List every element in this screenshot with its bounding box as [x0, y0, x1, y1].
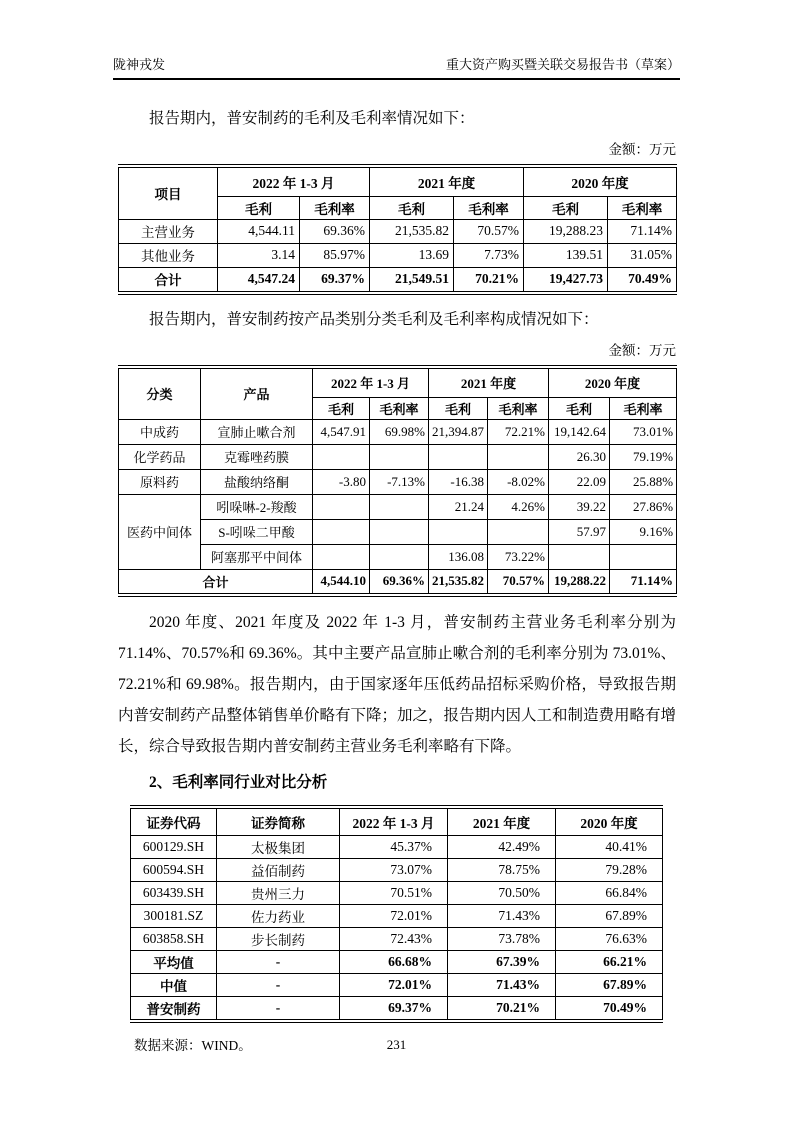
header-cell: 毛利: [429, 397, 488, 419]
value-cell: 70.57%: [454, 219, 524, 243]
item-cell: 其他业务: [119, 243, 218, 267]
value-cell: 136.08: [429, 544, 488, 569]
value-cell: 71.14%: [610, 569, 677, 595]
header-cell: 毛利率: [300, 196, 370, 219]
value-cell: 21,535.82: [429, 569, 488, 595]
unit-label-1: 金额：万元: [608, 142, 676, 157]
header-cell: 产品: [201, 367, 313, 419]
table-row: [131, 927, 663, 950]
value-cell: 4,544.11: [218, 219, 300, 243]
value-cell: 4,547.24: [218, 267, 300, 293]
analysis-paragraph: 2020 年度、2021 年度及 2022 年 1-3 月，普安制药主营业务毛利率分别为 71.14%、70.57%和 69.36%。其中主要产品宣肺止嗽合剂的毛利率分别为 73.01%、72.21%和 69.98%。报告期内，由于国家逐年压低药品招标采购价格，导致报告期内普安制药产品整体销售单价略有下降；加之，报告期内因人工和制造费用略有增长，综合导致报告期内普安制药主营业务毛利率略有下降。: [118, 614, 677, 755]
product-cell: S-吲哚二甲酸: [201, 519, 313, 544]
intro-paragraph-1: 报告期内，普安制药的毛利及毛利率情况如下：: [149, 110, 475, 127]
value-cell: 79.28%: [556, 858, 663, 881]
value-cell: 70.57%: [488, 569, 549, 595]
unit-label-2: 金额：万元: [608, 343, 676, 358]
intro-paragraph-2: 报告期内，普安制药按产品类别分类毛利及毛利率构成情况如下：: [149, 311, 599, 328]
header-cell: 毛利: [218, 196, 300, 219]
product-cell: 吲哚啉-2-羧酸: [201, 494, 313, 519]
header-cell: 毛利: [313, 397, 370, 419]
code-cell: 603858.SH: [131, 927, 217, 950]
value-cell: -8.02%: [488, 469, 549, 494]
header-cell: 2021 年度: [448, 807, 556, 835]
value-cell: 66.84%: [556, 881, 663, 904]
table-row: [119, 219, 677, 243]
header-cell: 分类: [119, 367, 201, 419]
name-cell: 步长制药: [217, 927, 340, 950]
header-cell: 毛利: [524, 196, 608, 219]
header-cell: 证券简称: [217, 807, 340, 835]
value-cell: 42.49%: [448, 835, 556, 858]
header-cell: 毛利率: [370, 397, 429, 419]
table-row: [119, 519, 677, 544]
table-total-row: [119, 267, 677, 293]
value-cell: 19,288.23: [524, 219, 608, 243]
value-cell: 25.88%: [610, 469, 677, 494]
value-cell: 31.05%: [608, 243, 677, 267]
value-cell: 4.26%: [488, 494, 549, 519]
value-cell: 21,535.82: [370, 219, 454, 243]
gross-margin-summary-table: [118, 164, 677, 295]
data-source-note: 数据来源：WIND。: [134, 1037, 252, 1053]
product-cell: 盐酸纳络酮: [201, 469, 313, 494]
empty-cell: [370, 519, 429, 544]
stat-label-cell: 普安制药: [131, 996, 217, 1021]
total-label-cell: 合计: [119, 569, 313, 595]
header-cell: 项目: [119, 166, 218, 219]
value-cell: 70.50%: [448, 881, 556, 904]
table-row: [119, 444, 677, 469]
value-cell: 73.01%: [610, 419, 677, 444]
value-cell: 70.49%: [608, 267, 677, 293]
value-cell: 69.37%: [340, 996, 448, 1021]
table-row: [119, 469, 677, 494]
dash-cell: -: [217, 950, 340, 973]
header-cell: 2020 年度: [524, 166, 677, 196]
header-cell: 2022 年 1-3 月: [218, 166, 370, 196]
value-cell: 4,547.91: [313, 419, 370, 444]
value-cell: 57.97: [549, 519, 610, 544]
product-cell: 克霉唑药膜: [201, 444, 313, 469]
value-cell: 73.07%: [340, 858, 448, 881]
header-cell: 证券代码: [131, 807, 217, 835]
code-cell: 603439.SH: [131, 881, 217, 904]
stat-label-cell: 中值: [131, 973, 217, 996]
value-cell: 22.09: [549, 469, 610, 494]
value-cell: 70.51%: [340, 881, 448, 904]
header-cell: 2022 年 1-3 月: [313, 367, 429, 397]
header-cell: 毛利率: [610, 397, 677, 419]
empty-cell: [429, 444, 488, 469]
value-cell: 3.14: [218, 243, 300, 267]
value-cell: 45.37%: [340, 835, 448, 858]
empty-cell: [429, 519, 488, 544]
empty-cell: [610, 544, 677, 569]
value-cell: 21,549.51: [370, 267, 454, 293]
header-cell: 毛利率: [454, 196, 524, 219]
value-cell: 67.39%: [448, 950, 556, 973]
value-cell: 26.30: [549, 444, 610, 469]
value-cell: 19,288.22: [549, 569, 610, 595]
dash-cell: -: [217, 973, 340, 996]
table-header-row: [119, 367, 677, 397]
category-cell: 化学药品: [119, 444, 201, 469]
dash-cell: -: [217, 996, 340, 1021]
page-content: [118, 108, 676, 1054]
value-cell: 78.75%: [448, 858, 556, 881]
value-cell: 7.73%: [454, 243, 524, 267]
value-cell: 69.98%: [370, 419, 429, 444]
empty-cell: [488, 519, 549, 544]
empty-cell: [313, 544, 370, 569]
table-row: [131, 835, 663, 858]
empty-cell: [313, 444, 370, 469]
category-cell: 中成药: [119, 419, 201, 444]
value-cell: 13.69: [370, 243, 454, 267]
value-cell: 66.68%: [340, 950, 448, 973]
header-cell: 2020 年度: [556, 807, 663, 835]
empty-cell: [313, 519, 370, 544]
table-company-row: [131, 996, 663, 1021]
industry-comparison-table: [130, 805, 663, 1023]
value-cell: 79.19%: [610, 444, 677, 469]
value-cell: 76.63%: [556, 927, 663, 950]
value-cell: 21,394.87: [429, 419, 488, 444]
table-row: [131, 858, 663, 881]
code-cell: 300181.SZ: [131, 904, 217, 927]
product-cell: 阿塞那平中间体: [201, 544, 313, 569]
value-cell: 69.36%: [370, 569, 429, 595]
code-cell: 600129.SH: [131, 835, 217, 858]
value-cell: 72.01%: [340, 904, 448, 927]
table-total-row: [119, 569, 677, 595]
value-cell: 71.43%: [448, 904, 556, 927]
stat-label-cell: 平均值: [131, 950, 217, 973]
table-header-row: [119, 166, 677, 196]
value-cell: 67.89%: [556, 973, 663, 996]
category-cell: 医药中间体: [119, 494, 201, 569]
value-cell: 69.37%: [300, 267, 370, 293]
table-row: [131, 904, 663, 927]
value-cell: 70.21%: [448, 996, 556, 1021]
value-cell: 19,427.73: [524, 267, 608, 293]
header-company-name: 陇神戎发: [113, 57, 166, 72]
value-cell: 4,544.10: [313, 569, 370, 595]
empty-cell: [370, 544, 429, 569]
header-cell: 2021 年度: [370, 166, 524, 196]
value-cell: -3.80: [313, 469, 370, 494]
value-cell: 66.21%: [556, 950, 663, 973]
empty-cell: [488, 444, 549, 469]
header-cell: 2022 年 1-3 月: [340, 807, 448, 835]
value-cell: 73.22%: [488, 544, 549, 569]
value-cell: 71.43%: [448, 973, 556, 996]
value-cell: 85.97%: [300, 243, 370, 267]
value-cell: 73.78%: [448, 927, 556, 950]
page-number: 231: [386, 1037, 407, 1052]
product-cell: 宣肺止嗽合剂: [201, 419, 313, 444]
name-cell: 佐力药业: [217, 904, 340, 927]
value-cell: 69.36%: [300, 219, 370, 243]
value-cell: 139.51: [524, 243, 608, 267]
header-cell: 毛利: [370, 196, 454, 219]
value-cell: -16.38: [429, 469, 488, 494]
code-cell: 600594.SH: [131, 858, 217, 881]
table-row: [119, 494, 677, 519]
category-cell: 原料药: [119, 469, 201, 494]
table-header-row: [131, 807, 663, 835]
value-cell: 27.86%: [610, 494, 677, 519]
value-cell: 70.49%: [556, 996, 663, 1021]
value-cell: 67.89%: [556, 904, 663, 927]
value-cell: 70.21%: [454, 267, 524, 293]
header-cell: 毛利率: [608, 196, 677, 219]
item-cell: 主营业务: [119, 219, 218, 243]
value-cell: 21.24: [429, 494, 488, 519]
table-row: [119, 243, 677, 267]
running-header: [113, 0, 680, 80]
value-cell: 9.16%: [610, 519, 677, 544]
value-cell: 72.01%: [340, 973, 448, 996]
name-cell: 益佰制药: [217, 858, 340, 881]
table-row: [131, 881, 663, 904]
value-cell: 72.43%: [340, 927, 448, 950]
value-cell: 40.41%: [556, 835, 663, 858]
empty-cell: [313, 494, 370, 519]
header-cell: 毛利率: [488, 397, 549, 419]
value-cell: 39.22: [549, 494, 610, 519]
value-cell: 71.14%: [608, 219, 677, 243]
value-cell: 72.21%: [488, 419, 549, 444]
name-cell: 太极集团: [217, 835, 340, 858]
gross-margin-by-product-table: [118, 365, 677, 597]
value-cell: -7.13%: [370, 469, 429, 494]
header-cell: 2021 年度: [429, 367, 549, 397]
total-label-cell: 合计: [119, 267, 218, 293]
header-cell: 毛利: [549, 397, 610, 419]
name-cell: 贵州三力: [217, 881, 340, 904]
empty-cell: [370, 494, 429, 519]
empty-cell: [549, 544, 610, 569]
section-heading: 2、毛利率同行业对比分析: [149, 774, 328, 791]
header-cell: 2020 年度: [549, 367, 677, 397]
empty-cell: [370, 444, 429, 469]
table-average-row: [131, 950, 663, 973]
table-median-row: [131, 973, 663, 996]
table-row: [119, 544, 677, 569]
table-row: [119, 419, 677, 444]
header-report-title: 重大资产购买暨关联交易报告书（草案）: [445, 57, 680, 72]
value-cell: 19,142.64: [549, 419, 610, 444]
